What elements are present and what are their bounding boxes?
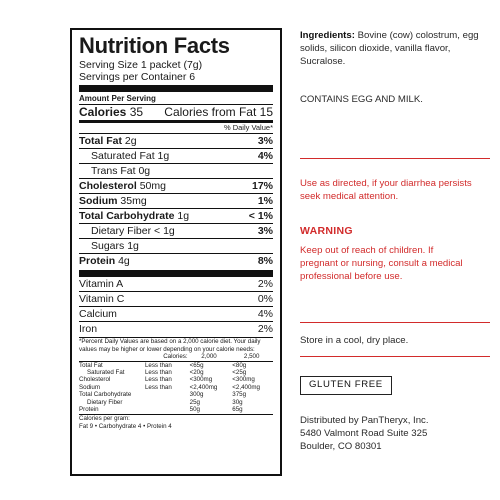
footnote-row [79, 361, 273, 369]
footnote-row [79, 384, 273, 391]
warning-text: Keep out of reach of children. If pregnant or nursing, consult a medical professional before use. [300, 245, 463, 282]
footnote-col-2500: 2,500 [243, 353, 260, 361]
vitamin-label: Vitamin A [79, 278, 124, 290]
daily-value-footnote: *Percent Daily Values are based on a 2,000 calorie diet. Your daily values may be higher or lower depending on your calorie needs: [79, 337, 273, 353]
nutrition-facts-panel [70, 28, 282, 476]
vitamin-label: Vitamin C [79, 293, 125, 305]
nutrient-label: Sodium [79, 195, 118, 207]
use-directions: Use as directed, if your diarrhea persists seek medical attention. [300, 178, 472, 202]
vitamin-row-a [79, 277, 273, 291]
footnote-row [79, 399, 273, 406]
nutrition-facts-title: Nutrition Facts [79, 33, 230, 58]
nutrient-amount: 0g [138, 165, 151, 177]
nutrient-row-cholesterol [79, 178, 273, 193]
calories-per-gram-label: Calories per gram: [79, 415, 130, 423]
vitamin-dv: 2% [257, 278, 273, 290]
footnote-row [79, 376, 273, 383]
footnote-row-c2: <25g [232, 369, 247, 376]
ingredients-block [300, 30, 490, 68]
calories-row [79, 104, 273, 120]
storage-instructions: Store in a cool, dry place. [300, 335, 409, 346]
distributor-city: Boulder, CO 80301 [300, 440, 382, 452]
footnote-row [79, 391, 273, 398]
footnote-row-c2: <300mg [232, 376, 255, 384]
footnote-row-c2: 30g [232, 398, 243, 406]
footnote-row-label: Saturated Fat [87, 369, 125, 376]
calories-per-gram [79, 414, 273, 430]
red-divider [300, 158, 490, 159]
distributor-address: 5480 Valmont Road Suite 325 [300, 427, 428, 439]
nutrient-row-sodium [79, 193, 273, 208]
red-divider [300, 322, 490, 323]
gluten-free-badge: GLUTEN FREE [300, 376, 392, 395]
serving-size: Serving Size 1 packet (7g) [79, 59, 203, 71]
nutrient-dv: 4% [257, 150, 273, 162]
vitamin-label: Iron [79, 323, 98, 335]
distributor-block [300, 415, 490, 453]
ingredients-label: Ingredients: [300, 30, 355, 41]
footnote-row-label: Total Fat [79, 361, 103, 369]
thick-divider [79, 270, 273, 277]
footnote-row-label: Total Carbohydrate [79, 391, 132, 399]
footnote-row-c2: 65g [232, 406, 243, 414]
footnote-row-c2: 375g [232, 391, 247, 399]
warning-title: WARNING [300, 225, 353, 237]
nutrient-row-trans-fat [79, 163, 273, 178]
amount-per-serving: Amount Per Serving [79, 94, 156, 103]
nutrient-amount: 1g [157, 150, 170, 162]
nutrient-label: Saturated Fat [91, 150, 155, 162]
vitamin-dv: 2% [257, 323, 273, 335]
nutrient-label: Total Fat [79, 135, 122, 147]
footnote-row-rel: Less than [144, 369, 172, 376]
thick-divider [79, 85, 273, 92]
footnote-calories-row [79, 353, 273, 361]
footnote-row-c1: 300g [189, 391, 204, 399]
footnote-row-c1: <65g [189, 361, 204, 369]
footnote-row-label: Protein [79, 406, 99, 414]
footnote-row-rel: Less than [144, 361, 172, 369]
vitamin-dv: 4% [257, 308, 273, 320]
nutrient-label: Dietary Fiber [91, 225, 152, 237]
servings-per-container: Servings per Container 6 [79, 71, 196, 83]
nutrient-amount: 50mg [139, 180, 166, 192]
daily-value-header: % Daily Value* [79, 120, 273, 133]
nutrient-dv: 1% [257, 195, 273, 207]
footnote-row [79, 369, 273, 376]
vitamin-dv: 0% [257, 293, 273, 305]
nutrient-label: Protein [79, 255, 116, 267]
calories-label: Calories [79, 105, 127, 119]
vitamin-row-calcium [79, 306, 273, 321]
calories-value: 35 [129, 105, 144, 119]
red-divider [300, 356, 490, 357]
vitamin-label: Calcium [79, 308, 117, 320]
footnote-row-label: Cholesterol [79, 376, 111, 384]
ingredients-text: Bovine (cow) colostrum, egg solids, silicon dioxide, vanilla flavor, Sucralose. [300, 30, 479, 67]
nutrient-amount: 35mg [120, 195, 147, 207]
nutrient-dv: < 1% [248, 210, 273, 222]
allergen-statement: CONTAINS EGG AND MILK. [300, 94, 423, 105]
nutrient-label: Total Carbohydrate [79, 210, 175, 222]
footnote-row-c1: <2,400mg [189, 383, 218, 391]
daily-value-reference-table [79, 353, 273, 413]
nutrient-row-saturated-fat [79, 148, 273, 163]
footnote-row-c2: <80g [232, 361, 247, 369]
nutrient-row-total-fat [79, 133, 273, 148]
footnote-row-c1: 50g [189, 406, 200, 414]
footnote-row [79, 406, 273, 413]
footnote-row-c1: <300mg [189, 376, 213, 384]
footnote-row-label: Sodium [79, 383, 100, 391]
nutrient-dv: 3% [257, 225, 273, 237]
distributor-name: Distributed by PanTheryx, Inc. [300, 415, 429, 426]
footnote-row-rel [145, 406, 188, 413]
nutrient-amount: 1g [177, 210, 190, 222]
nutrient-row-sugars [79, 238, 273, 253]
footnote-row-rel: Less than [144, 376, 172, 384]
nutrient-row-dietary-fiber [79, 223, 273, 238]
vitamin-row-c [79, 291, 273, 306]
nutrient-amount: 4g [118, 255, 130, 267]
nutrient-row-total-carbohydrate [79, 208, 273, 223]
footnote-col-2000: 2,000 [201, 353, 217, 361]
nutrient-amount: < 1g [154, 225, 175, 237]
nutrient-label: Trans Fat [91, 165, 136, 177]
footnote-row-c1: <20g [189, 369, 204, 376]
nutrient-dv: 3% [257, 135, 273, 147]
calories-per-gram-values: Fat 9 • Carbohydrate 4 • Protein 4 [79, 423, 172, 431]
calories-from-fat: Calories from Fat 15 [164, 105, 273, 119]
footnote-row-c1: 25g [189, 398, 200, 406]
nutrient-label: Cholesterol [79, 180, 137, 192]
nutrient-amount: 1g [127, 240, 139, 252]
vitamin-row-iron [79, 321, 273, 336]
nutrient-amount: 2g [124, 135, 137, 147]
footnote-row-rel [145, 399, 188, 406]
footnote-calories-label: Calories: [163, 353, 188, 361]
nutrient-dv: 17% [251, 180, 273, 192]
footnote-row-label: Dietary Fiber [87, 398, 123, 406]
footnote-row-c2: <2,400mg [232, 383, 260, 391]
footnote-row-rel [145, 391, 188, 398]
nutrient-label: Sugars [91, 240, 125, 252]
nutrient-dv: 8% [257, 255, 273, 267]
nutrient-row-protein [79, 253, 273, 268]
footnote-row-rel: Less than [144, 383, 172, 391]
